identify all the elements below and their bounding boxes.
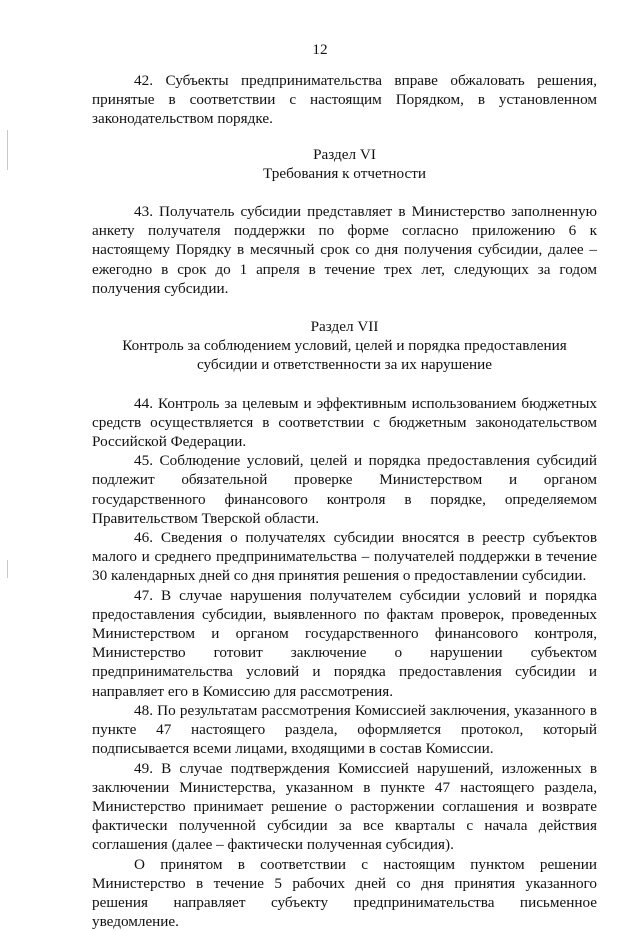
section-6-title: Требования к отчетности — [263, 164, 426, 182]
paragraph-46: 46. Сведения о получателях субсидии вносятся в реестр субъектов малого и среднего предпринимательства – получателей поддержки в течение 30 календарных дней со дня принятия решения о предоставлении субсидии. — [92, 529, 597, 585]
paragraph-48: 48. По результатам рассмотрения Комиссией заключения, указанного в пункте 47 настоящего раздела, оформляется протокол, который подписывается всеми лицами, входящими в состав Комиссии. — [92, 701, 597, 758]
paragraph-49: 49. В случае подтверждения Комиссией нарушений, изложенных в заключении Министерства, указанном в пункте 47 настоящего раздела, Министерство принимает решение о расторжении соглашения и возврате фактически полученной субсидии за все кварталы с начала действия соглашения (далее – фактически полученная субсидия). — [92, 759, 597, 854]
scan-margin-mark — [7, 130, 8, 170]
section-6-number: Раздел VI — [313, 145, 376, 163]
paragraph-final: О принятом в соответствии с настоящим пунктом решении Министерство в течение 5 рабочих дней со дня принятия указанного решения направляет субъекту предпринимательства письменное уведомление. — [92, 855, 597, 931]
paragraph-44: 44. Контроль за целевым и эффективным использованием бюджетных средств осуществляется в соответствии с бюджетным законодательством Российской Федерации. — [92, 394, 597, 451]
section-7-title-line-1: Контроль за соблюдением условий, целей и порядка предоставления — [122, 337, 567, 355]
section-7-heading — [92, 317, 597, 375]
scan-margin-mark — [7, 560, 8, 578]
paragraph-45: 45. Соблюдение условий, целей и порядка предоставления субсидий подлежит обязательной проверке Министерством и органом государственного финансового контроля в порядке, определяемом Правительством Тверской области. — [92, 452, 597, 527]
page-number: 12 — [312, 41, 328, 58]
section-7-number: Раздел VII — [310, 318, 379, 336]
paragraph-42: 42. Субъекты предпринимательства вправе обжаловать решения, принятые в соответствии с настоящим Порядком, в установленном законодательством порядке. — [92, 72, 597, 128]
document-body — [92, 71, 597, 931]
paragraph-43: 43. Получатель субсидии представляет в Министерство заполненную анкету получателя поддержки по форме согласно приложению 6 к настоящему Порядку в месячный срок со дня получения субсидии, далее – ежегодно в срок до 1 апреля в течение трех лет, следующих за годом получения субсидии. — [92, 203, 597, 297]
paragraph-47: 47. В случае нарушения получателем субсидии условий и порядка предоставления субсидии, выявленного по фактам проверок, проведенных Министерством и органом государственного финансового контроля, Министерство готовит заключение о нарушении субъектом предпринимательства условий и порядка предоставления субсидии и направляет его в Комиссию для рассмотрения. — [92, 586, 597, 700]
section-6-heading — [92, 145, 597, 183]
section-7-title-line-2: субсидии и ответственности за их нарушение — [197, 356, 492, 374]
